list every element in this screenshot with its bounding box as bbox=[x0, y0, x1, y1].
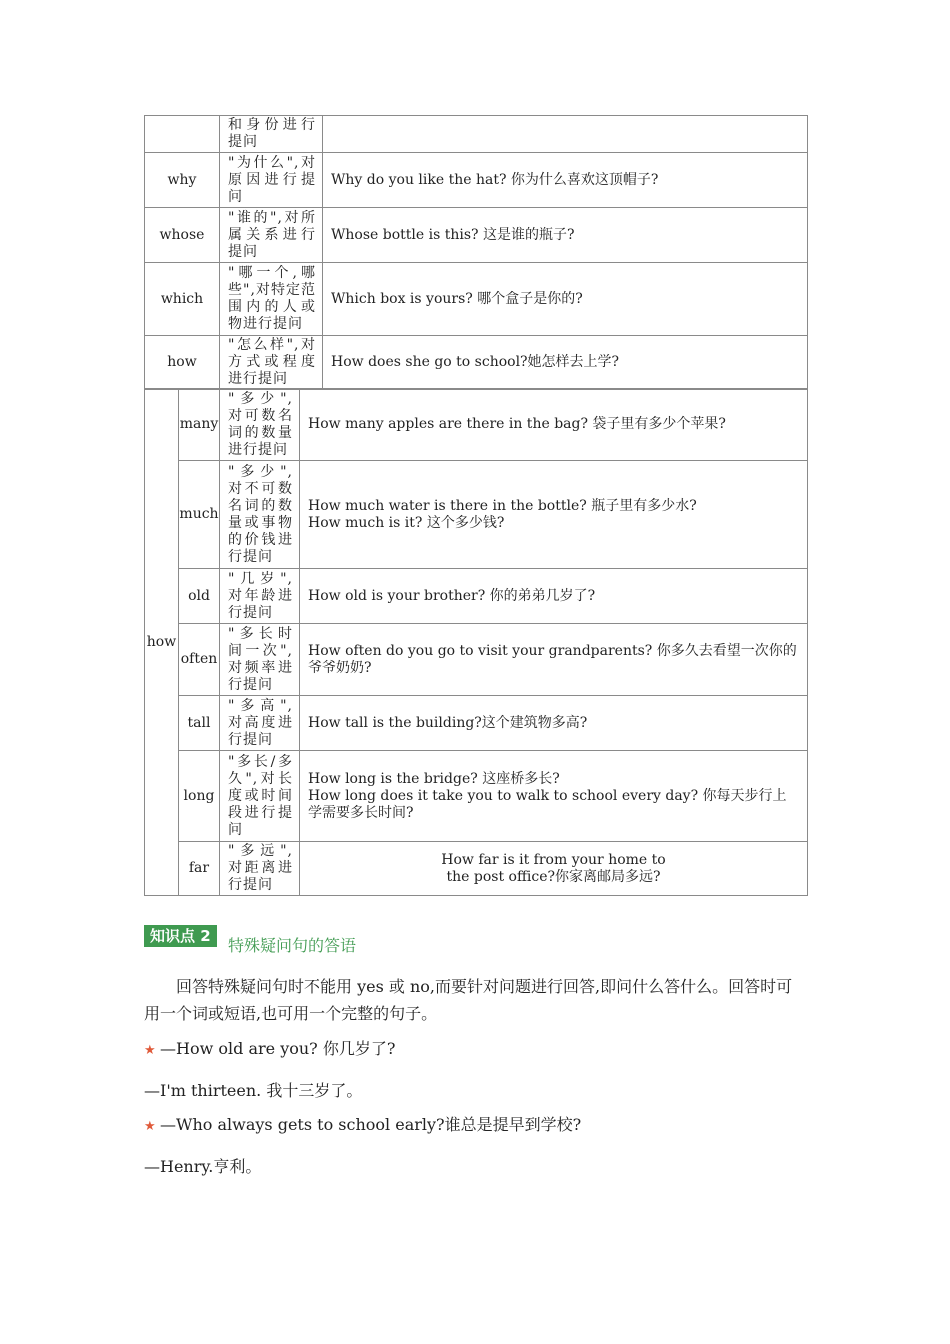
example-cell bbox=[300, 624, 808, 696]
example-line: How long does it take you to walk to school every day? 你每天步行上学需要多长时间? bbox=[308, 787, 787, 821]
example-cell bbox=[323, 116, 808, 153]
example-cell bbox=[300, 751, 808, 842]
desc-cell: "哪一个,哪些",对特定范围内的人或物进行提问 bbox=[220, 263, 323, 336]
table-row bbox=[145, 569, 808, 624]
table-row bbox=[145, 389, 808, 461]
desc-cell: "几岁",对年龄进行提问 bbox=[220, 569, 300, 624]
example-line: How many apples are there in the bag? 袋子里有多少个苹果? bbox=[308, 416, 726, 432]
example-line: the post office?你家离邮局多远? bbox=[446, 868, 661, 885]
desc-cell: "多长/多久",对长度或时间段进行提问 bbox=[220, 751, 300, 842]
dialog-line bbox=[144, 1114, 581, 1138]
example-cell: Why do you like the hat? 你为什么喜欢这顶帽子? bbox=[323, 153, 808, 208]
example-line: How often do you go to visit your grandparents? 你多久去看望一次你的爷爷奶奶? bbox=[308, 642, 797, 676]
table-row bbox=[145, 263, 808, 336]
dialog-text: —Henry.亨利。 bbox=[144, 1157, 262, 1176]
word-cell bbox=[145, 116, 220, 153]
word-cell: often bbox=[179, 624, 220, 696]
word-cell: long bbox=[179, 751, 220, 842]
word-cell: why bbox=[145, 153, 220, 208]
how-group-cell: how bbox=[145, 389, 179, 896]
table-row bbox=[145, 116, 808, 153]
desc-cell: "怎么样",对方式或程度进行提问 bbox=[220, 336, 323, 390]
example-cell bbox=[300, 569, 808, 624]
desc-cell: "多远",对距离进行提问 bbox=[220, 842, 300, 896]
star-icon: ★ bbox=[144, 1119, 156, 1134]
dialog-line bbox=[144, 1156, 261, 1178]
table-row bbox=[145, 461, 808, 569]
example-line: How old is your brother? 你的弟弟几岁了? bbox=[308, 587, 596, 604]
example-cell: Which box is yours? 哪个盒子是你的? bbox=[323, 263, 808, 336]
desc-cell: "多少",对可数名词的数量进行提问 bbox=[220, 389, 300, 461]
dialog-text: —How old are you? 你几岁了? bbox=[160, 1039, 396, 1058]
table-row bbox=[145, 696, 808, 751]
desc-cell: "多长时间一次",对频率进行提问 bbox=[220, 624, 300, 696]
knowledge-point-badge: 知识点 2 bbox=[144, 925, 217, 947]
table-row bbox=[145, 624, 808, 696]
how-phrase-table bbox=[144, 388, 808, 896]
table-row bbox=[145, 751, 808, 842]
word-cell: far bbox=[179, 842, 220, 896]
desc-cell: "谁的",对所属关系进行提问 bbox=[220, 208, 323, 263]
table-row bbox=[145, 208, 808, 263]
example-line: How far is it from your home to bbox=[441, 851, 666, 868]
desc-cell: "多高",对高度进行提问 bbox=[220, 696, 300, 751]
dialog-line bbox=[144, 1080, 362, 1102]
desc-cell: 和身份进行提问 bbox=[220, 116, 323, 153]
section-title: 特殊疑问句的答语 bbox=[228, 936, 357, 955]
example-line: How much water is there in the bottle? 瓶子里有多少水? bbox=[308, 497, 697, 514]
word-cell: how bbox=[145, 336, 220, 390]
word-cell: tall bbox=[179, 696, 220, 751]
example-line: How much is it? 这个多少钱? bbox=[308, 514, 505, 531]
desc-cell: "为什么",对原因进行提问 bbox=[220, 153, 323, 208]
example-cell bbox=[300, 461, 808, 569]
word-cell: many bbox=[179, 389, 220, 461]
word-cell: much bbox=[179, 461, 220, 569]
example-cell bbox=[300, 696, 808, 751]
example-cell bbox=[300, 389, 808, 461]
dialog-line bbox=[144, 1038, 395, 1062]
example-cell: How does she go to school?她怎样去上学? bbox=[323, 336, 808, 390]
word-cell: old bbox=[179, 569, 220, 624]
dialog-text: —Who always gets to school early?谁总是提早到学校? bbox=[160, 1115, 582, 1134]
desc-cell: "多少",对不可数名词的数量或事物的价钱进行提问 bbox=[220, 461, 300, 569]
word-cell: which bbox=[145, 263, 220, 336]
example-line: How long is the bridge? 这座桥多长? bbox=[308, 770, 560, 787]
dialog-text: —I'm thirteen. 我十三岁了。 bbox=[144, 1081, 363, 1100]
example-cell: Whose bottle is this? 这是谁的瓶子? bbox=[323, 208, 808, 263]
table-row bbox=[145, 153, 808, 208]
section-paragraph: 回答特殊疑问句时不能用 yes 或 no,而要针对问题进行回答,即问什么答什么。回答时可用一个词或短语,也可用一个完整的句子。 bbox=[144, 977, 793, 1023]
example-cell bbox=[300, 842, 808, 896]
table-row bbox=[145, 842, 808, 896]
example-line: How tall is the building?这个建筑物多高? bbox=[308, 714, 588, 731]
word-cell: whose bbox=[145, 208, 220, 263]
table-row bbox=[145, 336, 808, 390]
question-word-table bbox=[144, 115, 808, 390]
star-icon: ★ bbox=[144, 1043, 156, 1058]
